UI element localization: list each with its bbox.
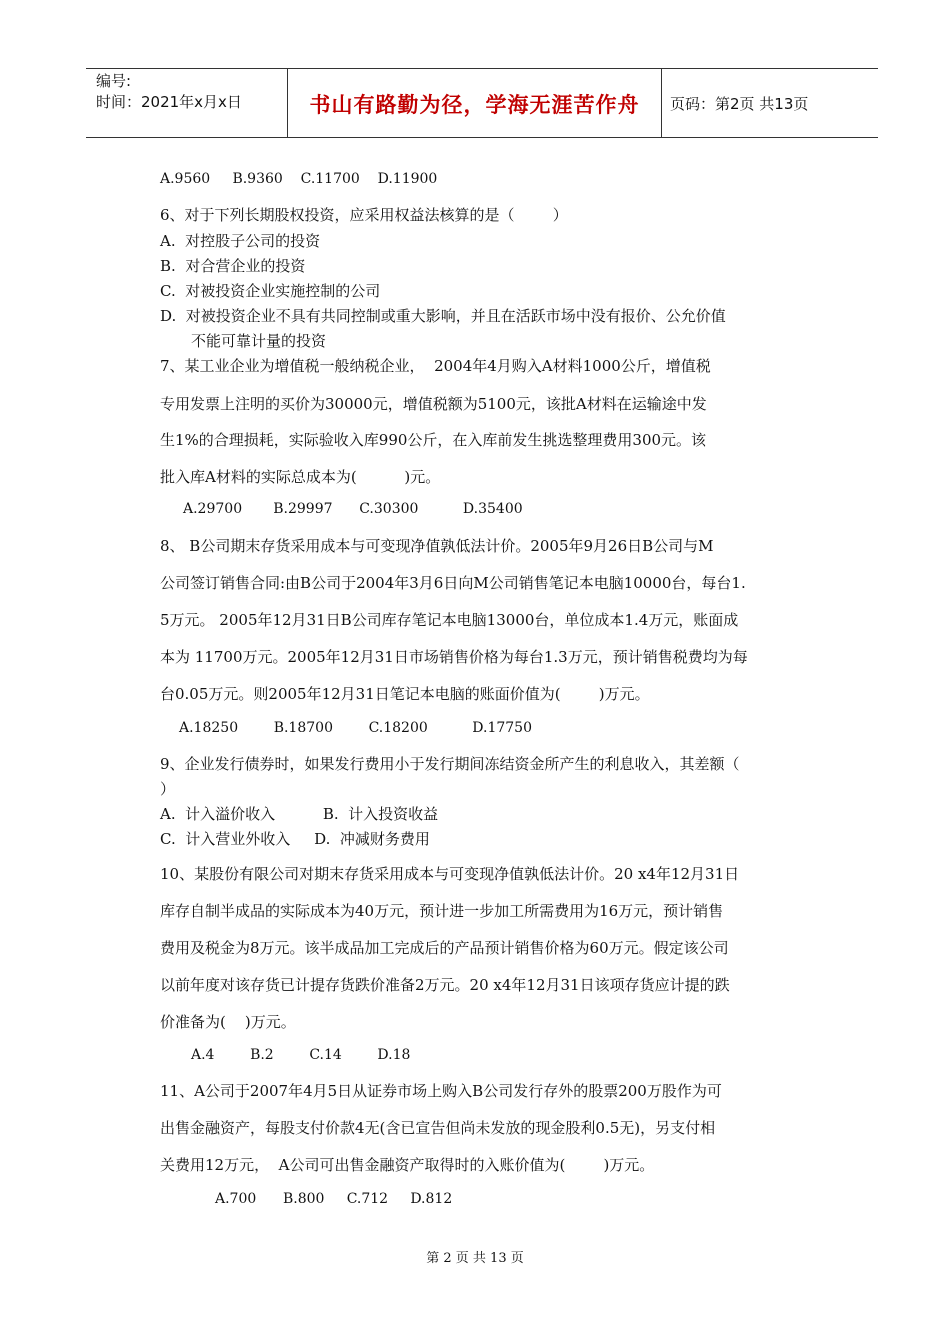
page-header	[86, 68, 878, 138]
question-line: 库存自制半成品的实际成本为40万元，预计进一步加工所需费用为16万元，预计销售	[160, 902, 724, 920]
option-line: C. 计入营业外收入 D. 冲减财务费用	[160, 830, 430, 848]
question-line: 11、A公司于2007年4月5日从证券市场上购入B公司发行存外的股票200万股作为可	[160, 1082, 722, 1100]
question-line: 出售金融资产，每股支付价款4无(含已宣告但尚未发放的现金股利0.5无)，另支付相	[160, 1119, 716, 1137]
question-line: 台0.05万元。则2005年12月31日笔记本电脑的账面价值为( )万元。	[160, 685, 650, 703]
option-line: 不能可靠计量的投资	[191, 332, 327, 350]
option-line: B. 对合营企业的投资	[160, 257, 306, 275]
code-label: 编号:	[96, 72, 132, 90]
page-footer: 第 2 页 共 13 页	[426, 1251, 524, 1266]
question-line: 10、某股份有限公司对期末存货采用成本与可变现净值孰低法计价。20 x4年12月31日	[160, 865, 740, 883]
question-line: 本为 11700万元。2005年12月31日市场销售价格为每台1.3万元，预计销售税费均为每	[160, 648, 748, 666]
answer-options: A.9560 B.9360 C.11700 D.11900	[160, 171, 438, 187]
question-line: 费用及税金为8万元。该半成品加工完成后的产品预计销售价格为60万元。假定该公司	[160, 939, 729, 957]
question-line: 6、对于下列长期股权投资，应采用权益法核算的是（ ）	[160, 206, 568, 224]
question-line: ）	[160, 780, 176, 798]
question-line: 生1%的合理损耗，实际验收入库990公斤，在入库前发生挑选整理费用300元。该	[160, 431, 707, 449]
answer-options: A.29700 B.29997 C.30300 D.35400	[183, 501, 523, 517]
question-line: 9、企业发行债券时，如果发行费用小于发行期间冻结资金所产生的利息收入，其差额（	[160, 755, 740, 773]
question-line: 价准备为( )万元。	[160, 1013, 296, 1031]
option-line: A. 计入溢价收入 B. 计入投资收益	[160, 805, 439, 823]
header-divider	[661, 69, 662, 137]
answer-options: A.700 B.800 C.712 D.812	[215, 1191, 453, 1207]
header-left	[96, 71, 242, 113]
question-line: 5万元。 2005年12月31日B公司库存笔记本电脑13000台，单位成本1.4万元，账面成	[160, 611, 739, 629]
option-line: D. 对被投资企业不具有共同控制或重大影响，并且在活跃市场中没有报价、公允价值	[160, 307, 726, 325]
time-label: 时间：2021年x月x日	[96, 93, 242, 111]
option-line: C. 对被投资企业实施控制的公司	[160, 282, 381, 300]
question-line: 公司签订销售合同:由B公司于2004年3月6日向M公司销售笔记本电脑10000台，每台1.	[160, 574, 746, 592]
option-line: A. 对控股子公司的投资	[160, 232, 321, 250]
question-line: 7、某工业企业为增值税一般纳税企业， 2004年4月购入A材料1000公斤，增值税	[160, 357, 711, 375]
header-motto: 书山有路勤为径，学海无涯苦作舟	[309, 93, 640, 117]
answer-options: A.4 B.2 C.14 D.18	[191, 1047, 411, 1063]
question-line: 专用发票上注明的买价为30000元，增值税额为5100元，该批A材料在运输途中发	[160, 395, 707, 413]
page-info: 页码：第2页 共13页	[670, 95, 809, 113]
question-line: 批入库A材料的实际总成本为( )元。	[160, 468, 441, 486]
answer-options: A.18250 B.18700 C.18200 D.17750	[179, 720, 532, 736]
question-line: 关费用12万元， A公司可出售金融资产取得时的入账价值为( )万元。	[160, 1156, 655, 1174]
question-line: 8、 B公司期末存货采用成本与可变现净值孰低法计价。2005年9月26日B公司与M	[160, 537, 714, 555]
question-line: 以前年度对该存货已计提存货跌价准备2万元。20 x4年12月31日该项存货应计提的跌	[160, 976, 730, 994]
